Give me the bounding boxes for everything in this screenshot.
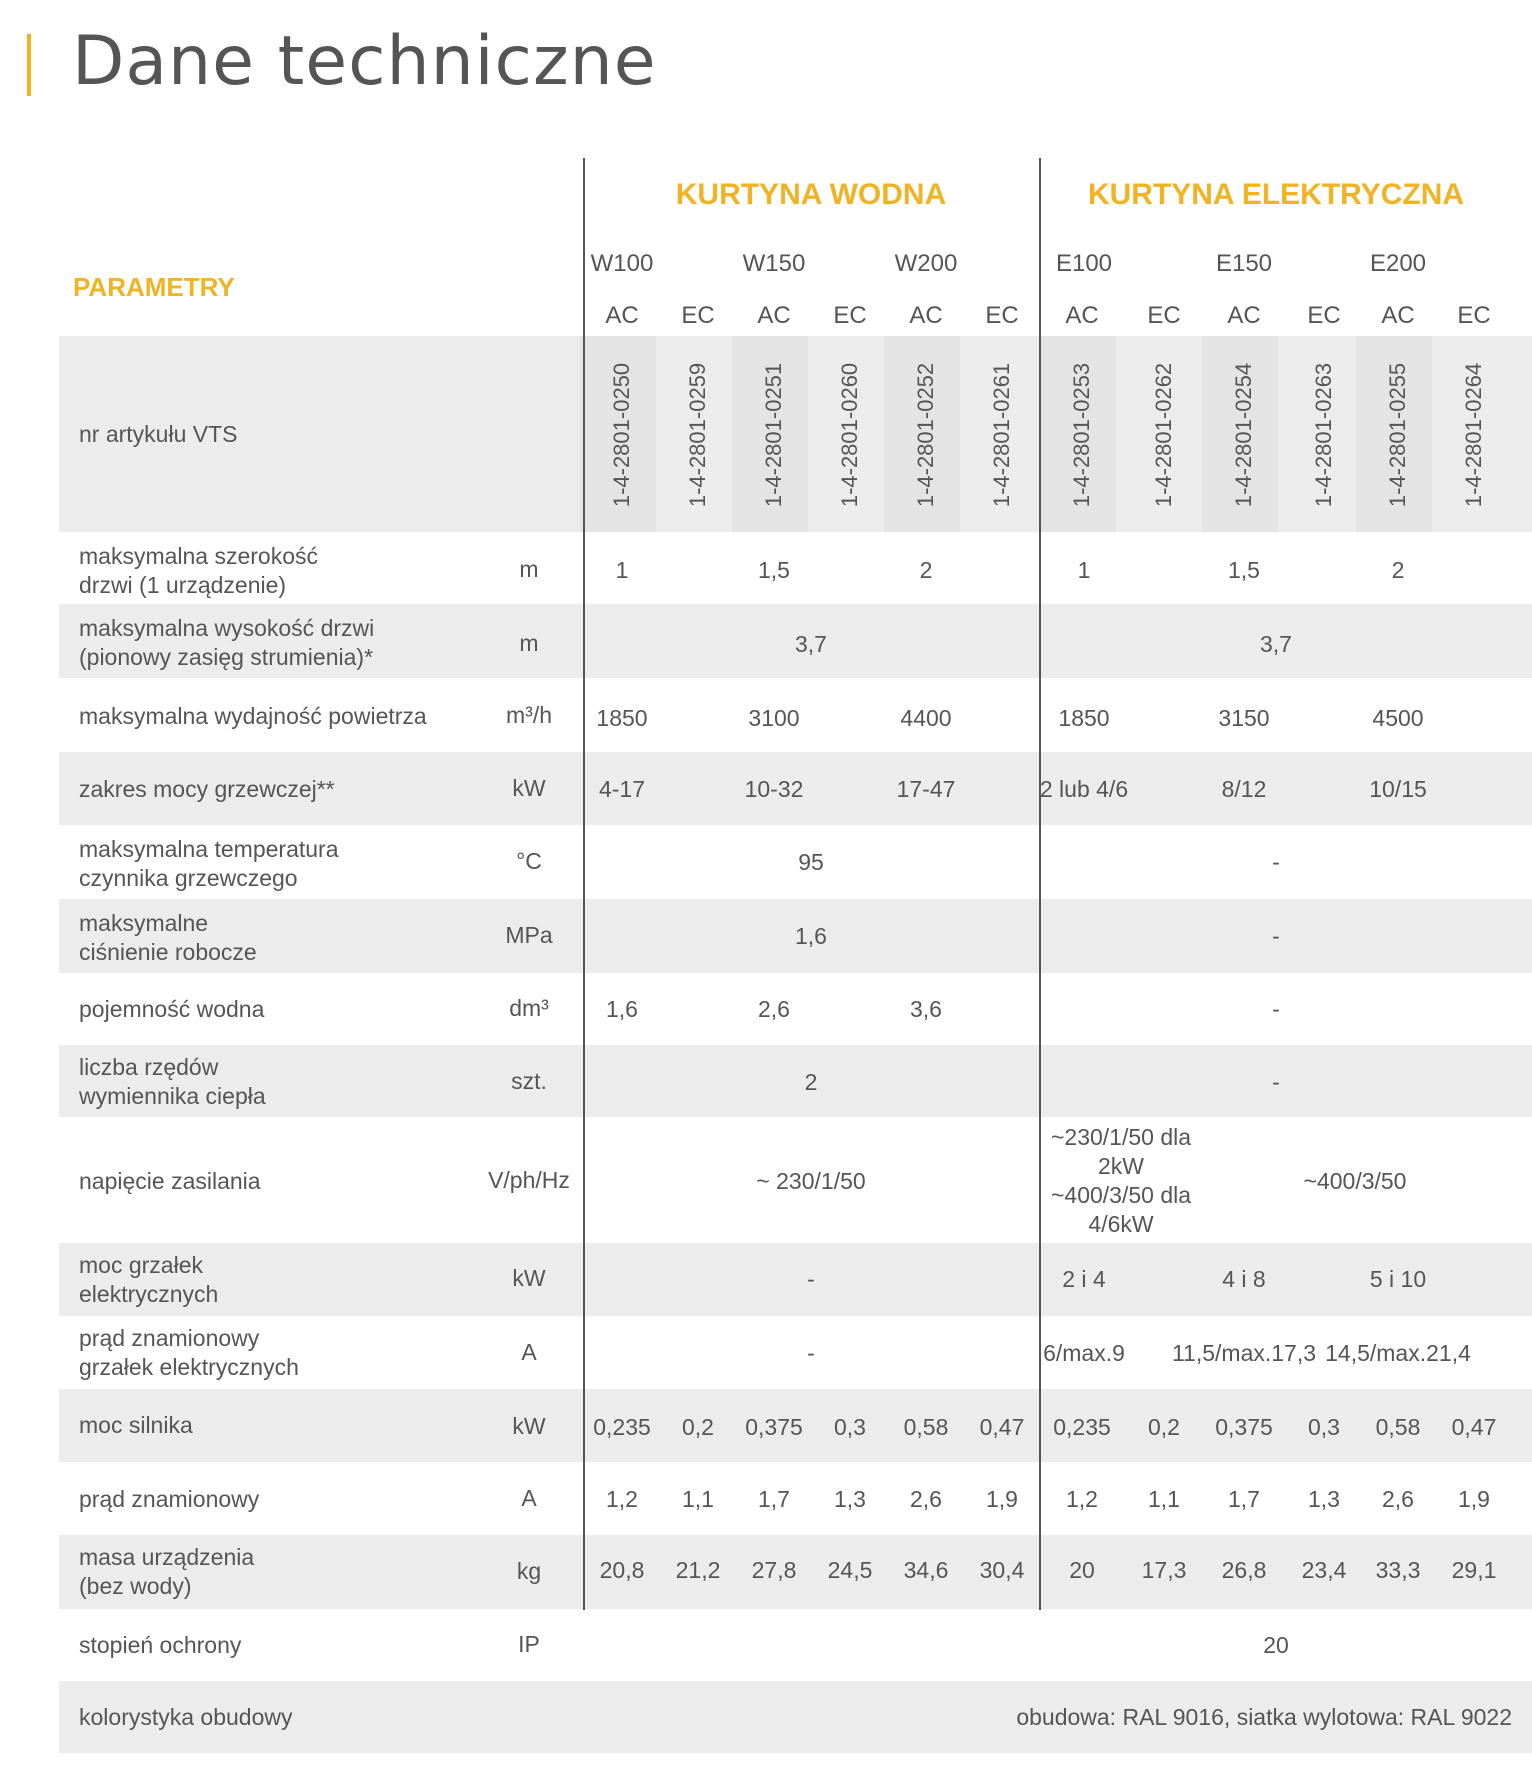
- row-label: grzałek elektrycznych: [79, 1354, 299, 1380]
- table-cell: 2,6: [910, 1486, 942, 1512]
- variant-header: EC: [1147, 302, 1181, 329]
- table-cell: -: [807, 1266, 815, 1292]
- row-label: stopień ochrony: [79, 1632, 242, 1658]
- table-cell: 3,6: [910, 996, 942, 1022]
- table-cell: 11,5/max.17,3: [1171, 1340, 1317, 1366]
- row-label: maksymalna wydajność powietrza: [79, 703, 427, 729]
- table-cell: 17,3: [1141, 1557, 1187, 1583]
- article-number: 1-4-2801-0262: [1151, 362, 1176, 508]
- row-unit: kW: [512, 775, 546, 801]
- table-cell: 20: [1263, 1632, 1289, 1658]
- table-cell: 1,5: [758, 557, 790, 583]
- table-cell: 6/max.9: [1043, 1340, 1125, 1366]
- divider-water-electric: [1039, 158, 1041, 1610]
- table-cell: 30,4: [979, 1557, 1025, 1583]
- table-cell: 1,3: [834, 1486, 866, 1512]
- table-cell: 1850: [1058, 705, 1110, 731]
- row-unit: kg: [516, 1558, 542, 1584]
- model-header: E150: [1215, 250, 1273, 277]
- variant-header: EC: [681, 302, 715, 329]
- row-label: nr artykułu VTS: [79, 421, 238, 447]
- table-cell: -: [1272, 849, 1280, 875]
- model-header: E200: [1369, 250, 1427, 277]
- table-cell: 8/12: [1221, 776, 1267, 802]
- row-label: maksymalna temperatura: [79, 836, 339, 862]
- table-cell: 20: [1069, 1557, 1095, 1583]
- table-cell: 1,2: [606, 1486, 638, 1512]
- table-cell: 1,3: [1308, 1486, 1340, 1512]
- table-cell: 0,47: [979, 1414, 1025, 1440]
- table-cell: 33,3: [1375, 1557, 1421, 1583]
- table-cell: -: [1272, 1069, 1280, 1095]
- table-cell: 10/15: [1369, 776, 1427, 802]
- table-cell: 0,375: [1215, 1414, 1273, 1440]
- article-number: 1-4-2801-0250: [609, 362, 634, 508]
- table-cell: 1,1: [1148, 1486, 1180, 1512]
- article-number: 1-4-2801-0259: [685, 362, 710, 508]
- table-cell: 1,9: [986, 1486, 1018, 1512]
- article-number: 1-4-2801-0264: [1461, 362, 1486, 508]
- row-label: kolorystyka obudowy: [79, 1704, 293, 1730]
- variant-header: EC: [985, 302, 1019, 329]
- table-cell: 1,2: [1066, 1486, 1098, 1512]
- table-cell: 3150: [1218, 705, 1270, 731]
- article-number: 1-4-2801-0251: [761, 362, 786, 508]
- row-label: prąd znamionowy: [79, 1325, 260, 1351]
- table-cell: 26,8: [1221, 1557, 1267, 1583]
- table-cell: 4/6kW: [1088, 1211, 1154, 1237]
- table-cell: 34,6: [903, 1557, 949, 1583]
- table-cell: 24,5: [827, 1557, 873, 1583]
- row-label: moc grzałek: [79, 1252, 203, 1278]
- variant-header: AC: [1227, 302, 1261, 329]
- article-number: 1-4-2801-0254: [1231, 362, 1256, 508]
- row-label: pojemność wodna: [79, 996, 265, 1022]
- table-cell: 1,5: [1228, 557, 1260, 583]
- table-cell: 5 i 10: [1369, 1266, 1427, 1292]
- table-cell: 3100: [748, 705, 800, 731]
- row-unit: szt.: [511, 1068, 547, 1094]
- row-label: wymiennika ciepła: [79, 1083, 266, 1109]
- table-cell: 1,7: [1228, 1486, 1260, 1512]
- table-cell: 1850: [596, 705, 648, 731]
- model-header: W100: [590, 250, 654, 277]
- row-label: masa urządzenia: [79, 1544, 255, 1570]
- row-unit: V/ph/Hz: [488, 1167, 570, 1193]
- model-header: W200: [894, 250, 958, 277]
- row-label: elektrycznych: [79, 1281, 219, 1307]
- row-label: maksymalna szerokość: [79, 543, 319, 569]
- table-cell: 2: [919, 557, 933, 583]
- article-number: 1-4-2801-0255: [1385, 362, 1410, 508]
- row-label: drzwi (1 urządzenie): [79, 572, 287, 598]
- table-cell: 95: [798, 849, 824, 875]
- row-label: (pionowy zasięg strumienia)*: [79, 644, 374, 670]
- table-cell: 4 i 8: [1222, 1266, 1266, 1292]
- table-cell: 4-17: [598, 776, 646, 802]
- table-cell: 1: [615, 557, 629, 583]
- table-cell: 0,2: [682, 1414, 714, 1440]
- table-cell: 27,8: [751, 1557, 797, 1583]
- table-cell: 1,7: [758, 1486, 790, 1512]
- variant-header: AC: [605, 302, 639, 329]
- variant-header: EC: [833, 302, 867, 329]
- row-label: maksymalne: [79, 910, 209, 936]
- table-cell: ~400/3/50 dla: [1050, 1182, 1192, 1208]
- table-cell: 14,5/max.21,4: [1325, 1340, 1471, 1366]
- table-cell: 3,7: [795, 631, 827, 657]
- table-cell: 3,7: [1260, 631, 1292, 657]
- table-cell: 1,9: [1458, 1486, 1490, 1512]
- variant-header: AC: [909, 302, 943, 329]
- table-cell: 23,4: [1301, 1557, 1347, 1583]
- article-number: 1-4-2801-0260: [837, 362, 862, 508]
- table-cell: 0,235: [1053, 1414, 1111, 1440]
- divider-params-water: [583, 158, 585, 1610]
- parametry-header: PARAMETRY: [73, 272, 235, 302]
- row-unit: m³/h: [506, 702, 552, 728]
- table-cell: 0,3: [834, 1414, 866, 1440]
- table-cell: 2: [1391, 557, 1405, 583]
- variant-header: AC: [1381, 302, 1415, 329]
- table-cell: 1,1: [682, 1486, 714, 1512]
- row-unit: A: [521, 1339, 537, 1365]
- row-label: zakres mocy grzewczej**: [79, 776, 335, 802]
- row-label: prąd znamionowy: [79, 1486, 260, 1512]
- row-label: liczba rzędów: [79, 1054, 219, 1080]
- table-cell: ~ 230/1/50: [756, 1168, 866, 1194]
- row-label: (bez wody): [79, 1573, 192, 1599]
- table-cell: 2,6: [1382, 1486, 1414, 1512]
- table-cell: 21,2: [675, 1557, 721, 1583]
- row-unit: kW: [512, 1265, 546, 1291]
- table-cell: 0,375: [745, 1414, 803, 1440]
- table-cell: 0,2: [1148, 1414, 1180, 1440]
- table-cell: 0,235: [593, 1414, 651, 1440]
- table-cell: 29,1: [1451, 1557, 1497, 1583]
- table-cell: 0,58: [903, 1414, 949, 1440]
- row-unit: m: [519, 556, 539, 582]
- row-unit: IP: [518, 1631, 540, 1657]
- page-title: Dane techniczne: [72, 22, 657, 101]
- variant-header: AC: [1065, 302, 1099, 329]
- title-accent-bar: [27, 34, 31, 96]
- row-unit: dm³: [509, 995, 549, 1021]
- table-cell: 0,3: [1308, 1414, 1340, 1440]
- table-cell: 10-32: [744, 776, 804, 802]
- group-water-header: KURTYNA WODNA: [675, 178, 947, 211]
- table-cell: -: [1272, 996, 1280, 1022]
- table-cell: 17-47: [896, 776, 956, 802]
- table-cell: 1,6: [795, 923, 827, 949]
- row-unit: A: [521, 1485, 537, 1511]
- table-cell: 2 i 4: [1062, 1266, 1106, 1292]
- article-number: 1-4-2801-0261: [989, 362, 1014, 508]
- article-number: 1-4-2801-0263: [1311, 362, 1336, 508]
- row-unit: m: [519, 630, 539, 656]
- table-cell: 2 lub 4/6: [1039, 776, 1129, 802]
- table-cell: 1: [1077, 557, 1091, 583]
- variant-header: AC: [757, 302, 791, 329]
- table-cell: obudowa: RAL 9016, siatka wylotowa: RAL 9022: [1016, 1704, 1512, 1730]
- variant-header: EC: [1307, 302, 1341, 329]
- row-unit: MPa: [505, 922, 553, 948]
- table-cell: 1,6: [606, 996, 638, 1022]
- table-cell: -: [807, 1340, 815, 1366]
- table-cell: 2kW: [1098, 1153, 1144, 1179]
- article-number: 1-4-2801-0253: [1069, 362, 1094, 508]
- table-cell: 2: [804, 1069, 818, 1095]
- row-label: napięcie zasilania: [79, 1168, 261, 1194]
- table-cell: 4500: [1372, 705, 1424, 731]
- row-label: moc silnika: [79, 1412, 193, 1438]
- row-label: czynnika grzewczego: [79, 865, 298, 891]
- row-unit: °C: [516, 848, 542, 874]
- table-cell: ~230/1/50 dla: [1050, 1124, 1192, 1150]
- article-number: 1-4-2801-0252: [913, 362, 938, 508]
- table-cell: 0,58: [1375, 1414, 1421, 1440]
- row-label: maksymalna wysokość drzwi: [79, 615, 375, 641]
- row-unit: kW: [512, 1413, 546, 1439]
- model-header: E100: [1055, 250, 1113, 277]
- table-cell: 2,6: [758, 996, 790, 1022]
- group-electric-header: KURTYNA ELEKTRYCZNA: [1087, 178, 1465, 211]
- table-cell: 4400: [900, 705, 952, 731]
- table-cell: -: [1272, 923, 1280, 949]
- table-cell: 20,8: [599, 1557, 645, 1583]
- table-cell: ~400/3/50: [1303, 1168, 1407, 1194]
- variant-header: EC: [1457, 302, 1491, 329]
- model-header: W150: [742, 250, 806, 277]
- row-label: ciśnienie robocze: [79, 939, 257, 965]
- table-cell: 0,47: [1451, 1414, 1497, 1440]
